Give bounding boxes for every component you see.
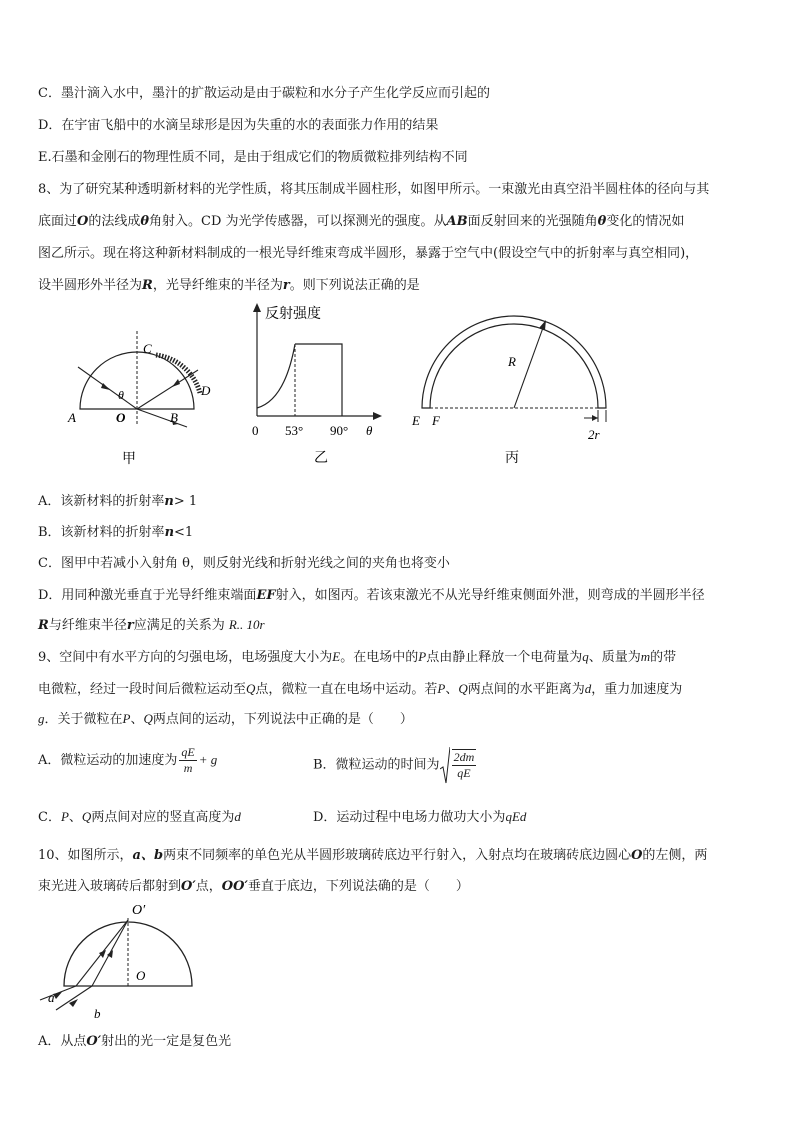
q9-option-b: B．微粒运动的时间为 $\frac{2dm}{qE}$: [313, 745, 478, 785]
origin-label: 0: [252, 423, 259, 438]
figure-bing: [408, 300, 618, 470]
q8-stem-line4: 设半圆形外半径为R，光导纤维束的半径为r。则下列说法正确的是: [38, 278, 420, 293]
caption-bing: 丙: [505, 451, 519, 466]
q7-option-e: E.石墨和金刚石的物理性质不同，是由于组成它们的物质微粒排列结构不同: [38, 150, 468, 165]
q10-option-a: A．从点O′射出的光一定是复色光: [38, 1034, 232, 1049]
label-C: C: [143, 341, 152, 356]
figure-yi: [245, 300, 395, 470]
caption-jia: 甲: [122, 452, 136, 467]
label-2r: 2r: [588, 427, 600, 442]
label-O: O: [136, 968, 146, 983]
q8-option-b: B．该新材料的折射率n<1: [38, 525, 194, 540]
tick-90: 90°: [330, 423, 349, 438]
q9-stem-line3: g．关于微粒在P、Q两点间的运动，下列说法中正确的是（ ）: [38, 711, 413, 727]
q9-option-d: D．运动过程中电场力做功大小为qEd: [313, 809, 527, 825]
q9-stem-line2: 电微粒，经过一段时间后微粒运动至Q点，微粒一直在电场中运动。若P、Q两点间的水平距离为d，重力加速度为: [38, 681, 683, 697]
y-axis-label: 反射强度: [265, 307, 321, 322]
label-O-prime: O′: [132, 903, 146, 918]
label-R: R: [508, 354, 516, 369]
label-b: b: [94, 1006, 101, 1021]
q8-option-c: C．图甲中若减小入射角 θ，则反射光线和折射光线之间的夹角也将变小: [38, 556, 450, 571]
q9-option-a: A．微粒运动的加速度为 $\frac{qE}{m}$ + g: [38, 745, 218, 775]
q10-stem-line1: 10、如图所示，a、b两束不同频率的单色光从半圆形玻璃砖底边平行射入，入射点均在玻璃砖底边圆心O的左侧，两: [38, 848, 708, 863]
q8-option-a: A．该新材料的折射率n> 1: [38, 494, 198, 509]
label-theta: θ: [118, 388, 124, 402]
label-E: E: [412, 413, 420, 428]
q8-stem-line2: 底面过O的法线成θ角射入。CD 为光学传感器，可以探测光的强度。从AB面反射回来的光强随角θ变化的情况如: [38, 214, 685, 229]
q7-option-c: C．墨汁滴入水中，墨汁的扩散运动是由于碳粒和水分子产生化学反应而引起的: [38, 86, 490, 101]
label-F: F: [432, 413, 440, 428]
label-a: a: [48, 990, 55, 1005]
q10-stem-line2: 束光进入玻璃砖后都射到O′点，OO′垂直于底边，下列说法确的是（ ）: [38, 879, 469, 894]
q8-stem-line3: 图乙所示。现在将这种新材料制成的一根光导纤维束弯成半圆形，暴露于空气中(假设空气中的折射率与真空相同)，: [38, 246, 699, 261]
x-axis-label: θ: [366, 423, 373, 438]
label-O: O: [116, 410, 126, 425]
sqrt-sign: [440, 745, 450, 785]
q8-option-d-line1: D．用同种激光垂直于光导纤维束端面EF射入，如图丙。若该束激光不从光导纤维束侧面外泄，则弯成的半圆形半径: [38, 588, 705, 603]
q9-stem-line1: 9、空间中有水平方向的匀强电场，电场强度大小为E。在电场中的P点由静止释放一个电荷量为q、质量为m的带: [38, 649, 677, 665]
q9-option-c: C．P、Q两点间对应的竖直高度为d: [38, 809, 241, 825]
figure-q10: [36, 898, 206, 1023]
label-A: A: [68, 410, 76, 425]
figure-jia: [60, 325, 230, 470]
q7-option-d: D．在宇宙飞船中的水滴呈球形是因为失重的水的表面张力作用的结果: [38, 118, 439, 133]
q8-stem-line1: 8、为了研究某种透明新材料的光学性质，将其压制成半圆柱形，如图甲所示。一束激光由真空沿半圆柱体的径向与其: [38, 182, 710, 197]
caption-yi: 乙: [314, 451, 328, 466]
tick-53: 53°: [285, 423, 304, 438]
q8-option-d-line2: R与纤维束半径r应满足的关系为 R.. 10r: [38, 617, 265, 633]
label-D: D: [201, 383, 211, 398]
label-B: B: [170, 410, 178, 425]
